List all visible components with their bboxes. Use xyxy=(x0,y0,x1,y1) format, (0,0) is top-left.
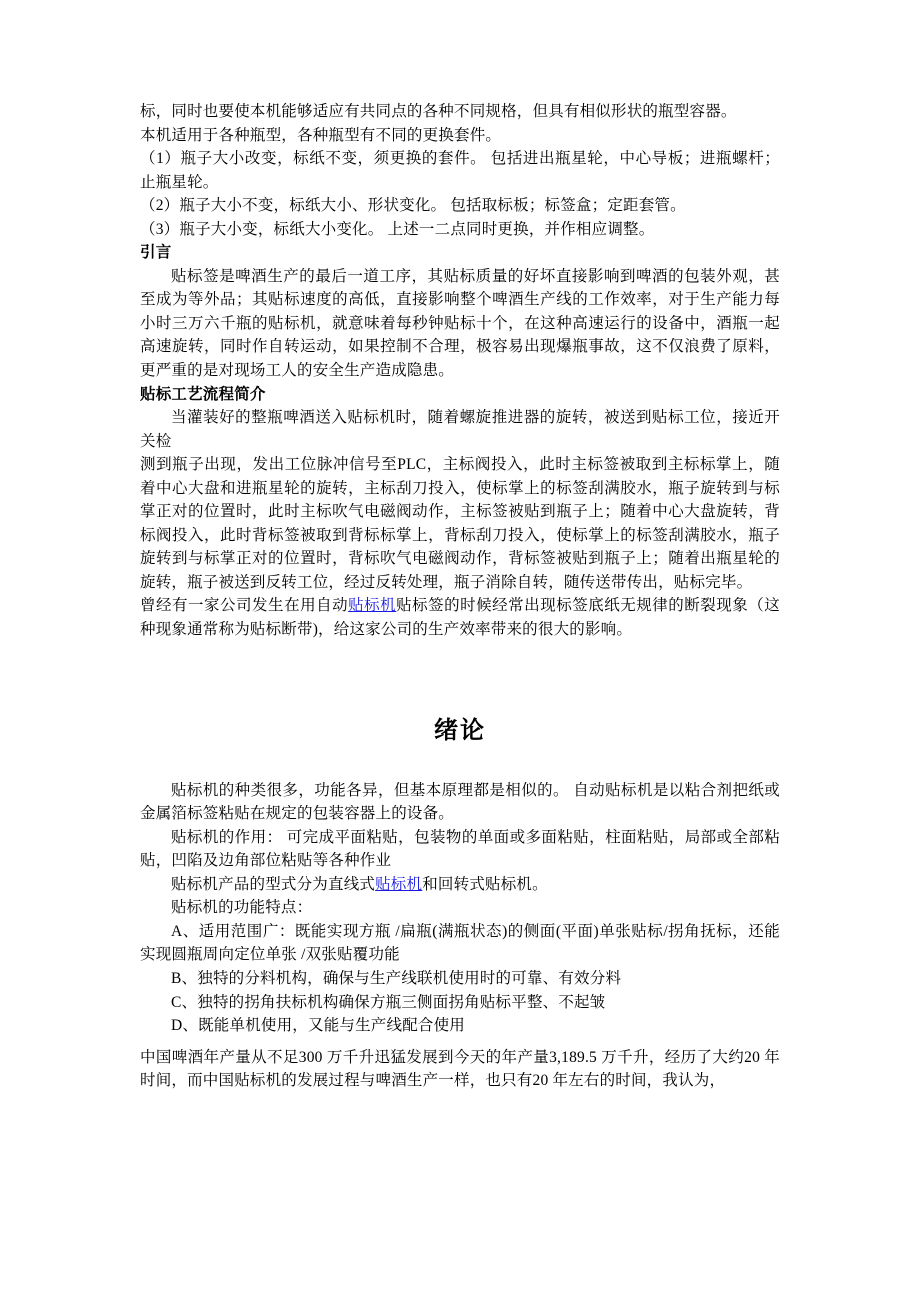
feature-item-d: D、既能单机使用，又能与生产线配合使用 xyxy=(171,1017,465,1035)
paragraph-top-1: 标，同时也要使本机能够适应有共同点的各种不同规格，但具有相似形状的瓶型容器。 xyxy=(140,103,737,120)
paragraph-process-body: 测到瓶子出现，发出工位脉冲信号至PLC，主标阀投入，此时主标签被取到主标标掌上，随着中心大盘和进瓶星轮的旋转，主标刮刀投入，使标掌上的标签刮满胶水，瓶子旋转到与标掌正对的位置时，此时主标吹气电磁阀动作，主标签被贴到瓶子上；随着中心大盘旋转，背标阀投入，此时背标签被取到背标标掌上，背标刮刀投入，使标掌上的标签刮满胶水，瓶子旋转到与标掌正对的位置时，背标吹气电磁阀动作，背标签被贴到瓶子上；随着出瓶星轮的旋转，瓶子被送到反转工位，经过反转处理，瓶子消除自转，随传送带传出，贴标完毕。 xyxy=(140,456,780,591)
paragraph-top-4: （2）瓶子大小不变，标纸大小、形状变化。 包括取标板；标签盒；定距套管。 xyxy=(140,197,686,215)
paragraph-main-1: 贴标机的种类很多，功能各异，但基本原理都是相似的。 自动贴标机是以粘合剂把纸或金属箔标签粘贴在规定的包装容器上的设备。 xyxy=(140,781,780,823)
document-body xyxy=(140,100,780,1093)
feature-item-c: C、独特的拐角扶标机构确保方瓶三侧面拐角贴标平整、不起皱 xyxy=(171,993,606,1011)
paragraph-type-link xyxy=(140,873,780,897)
paragraph-process-intro: 当灌装好的整瓶啤酒送入贴标机时，随着螺旋推进器的旋转，被送到贴标工位，接近开关检 xyxy=(140,409,780,450)
feature-item-b: B、独特的分料机构，确保与生产线联机使用时的可靠、有效分料 xyxy=(171,969,622,987)
feature-item-a: A、适用范围广：既能实现方瓶 /扁瓶(满瓶状态)的侧面(平面)单张贴标/拐角抚标，还能实现圆瓶周向定位单张 /双张贴覆功能 xyxy=(140,922,780,964)
paragraph-top-5: （3）瓶子大小变，标纸大小变化。 上述一二点同时更换，并作相应调整。 xyxy=(140,220,655,238)
labeling-machine-link-2[interactable]: 贴标机 xyxy=(375,875,423,893)
type-text-b: 和回转式贴标机。 xyxy=(422,875,548,893)
process-closing-text-a: 曾经有一家公司发生在用自动 xyxy=(140,597,349,615)
paragraph-top-2: 本机适用于各种瓶型，各种瓶型有不同的更换套件。 xyxy=(140,126,502,144)
labeling-machine-link-1[interactable]: 贴标机 xyxy=(348,597,397,615)
section-heading-introduction: 引言 xyxy=(140,244,172,262)
paragraph-main-2: 贴标机的作用： 可完成平面粘贴，包装物的单面或多面粘贴，柱面粘贴，局部或全部粘贴，凹陷及边角部位粘贴等各种作业 xyxy=(140,828,780,870)
paragraph-closing: 中国啤酒年产量从不足300 万千升迅猛发展到今天的年产量3,189.5 万千升，经历了大约20 年时间，而中国贴标机的发展过程与啤酒生产一样，也只有20 年左右的时间，我认为， xyxy=(140,1048,780,1090)
page-title: 绪论 xyxy=(434,717,486,744)
type-text-a: 贴标机产品的型式分为直线式 xyxy=(171,875,376,893)
paragraph-top-3: （1）瓶子大小改变，标纸不变，须更换的套件。 包括进出瓶星轮，中心导板；进瓶螺杆；止瓶星轮。 xyxy=(140,150,780,191)
section-heading-process: 贴标工艺流程简介 xyxy=(140,385,266,403)
spacer xyxy=(140,642,780,664)
process-closing-text-b: 贴标签的时候经常出现标签底纸无规律的断裂现象（这种现象通常称为贴标断带)，给这家公司的生产效率带来的很大的影响。 xyxy=(140,597,780,639)
paragraph-introduction-body: 贴标签是啤酒生产的最后一道工序，其贴标质量的好坏直接影响到啤酒的包装外观，甚至成为等外品；其贴标速度的高低，直接影响整个啤酒生产线的工作效率，对于生产能力每小时三万六千瓶的贴标机，就意味着每秒钟贴标十个，在这种高速运行的设备中，酒瓶一起高速旋转，同时作自转运动，如果控制不合理，极容易出现爆瓶事故，这不仅浪费了原料，更严重的是对现场工人的安全生产造成隐患。 xyxy=(140,267,780,380)
features-heading: 贴标机的功能特点： xyxy=(171,899,313,917)
paragraph-process-closing xyxy=(140,594,780,641)
